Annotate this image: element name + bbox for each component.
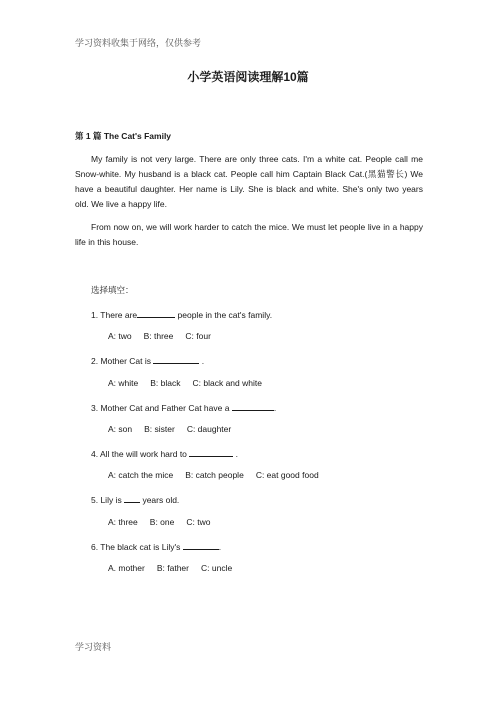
section-number: 第 1 篇 <box>75 131 102 141</box>
question-6-options <box>108 563 232 573</box>
page-footer: 学习资料 <box>75 643 112 653</box>
question-text: 1. There are <box>91 310 138 320</box>
question-text: 2. Mother Cat is <box>91 356 154 366</box>
section-heading <box>75 130 171 142</box>
option-b: B: sister <box>144 424 175 434</box>
question-text-end: people in the cat's family. <box>175 310 273 320</box>
option-b: B: catch people <box>185 470 244 480</box>
option-b: B: one <box>149 517 175 527</box>
option-a: A: two <box>108 331 132 341</box>
answer-blank[interactable] <box>137 309 175 318</box>
option-c: C: black and white <box>192 378 262 388</box>
question-text-end: . <box>218 542 222 552</box>
option-c: C: daughter <box>186 424 232 434</box>
question-4 <box>91 448 238 459</box>
question-4-options <box>108 470 319 480</box>
question-3-options <box>108 424 231 434</box>
question-3 <box>91 402 276 413</box>
question-text-end: . <box>273 403 277 413</box>
option-c: C: uncle <box>201 563 233 573</box>
option-a: A: white <box>108 378 139 388</box>
option-b: B: father <box>156 563 189 573</box>
option-c: C: two <box>186 517 211 527</box>
question-text: 4. All the will work hard to <box>91 449 190 459</box>
question-text: 3. Mother Cat and Father Cat have a <box>91 403 232 413</box>
question-2 <box>91 355 204 366</box>
question-text-end: . <box>233 449 238 459</box>
option-a: A. mother <box>108 563 145 573</box>
answer-blank[interactable] <box>232 402 277 413</box>
page-header: 学习资料收集于网络，仅供参考 <box>75 39 202 49</box>
story-paragraph-1: My family is not very large. There are only three cats. I'm a white cat. People call me Snow-white. My husband is a black cat. People call him Captain Black Cat.(黑猫警长) We have a beautiful daughter. Her name is Lily. She is black and white. She's only two years old. We live a happy life. <box>75 154 423 209</box>
option-c: C: eat good food <box>255 470 319 480</box>
option-a: A: son <box>108 424 133 434</box>
option-b: B: black <box>150 378 181 388</box>
answer-blank[interactable] <box>153 355 199 364</box>
question-6 <box>91 541 221 552</box>
section-name: The Cat's Family <box>103 131 172 141</box>
story-paragraph-2: From now on, we will work harder to catch the mice. We must let people live in a happy life in this house. <box>75 222 423 247</box>
question-text: 5. Lily is <box>91 495 125 505</box>
question-2-options <box>108 378 262 388</box>
option-a: A: catch the mice <box>108 470 174 480</box>
answer-blank[interactable] <box>183 541 222 552</box>
option-c: C: four <box>185 331 211 341</box>
question-5-options <box>108 517 210 527</box>
question-text-end: . <box>199 356 205 366</box>
document-title: 小学英语阅读理解10篇 <box>187 70 309 84</box>
option-a: A: three <box>108 517 138 527</box>
question-1 <box>91 309 272 320</box>
question-5 <box>91 494 179 505</box>
answer-blank[interactable] <box>124 494 140 503</box>
option-b: B: three <box>143 331 174 341</box>
exercise-heading: 选择填空： <box>91 286 134 296</box>
answer-blank[interactable] <box>189 448 233 457</box>
question-1-options <box>108 331 211 341</box>
question-text-end: years old. <box>140 495 180 505</box>
question-text: 6. The black cat is Lily's <box>91 542 183 552</box>
